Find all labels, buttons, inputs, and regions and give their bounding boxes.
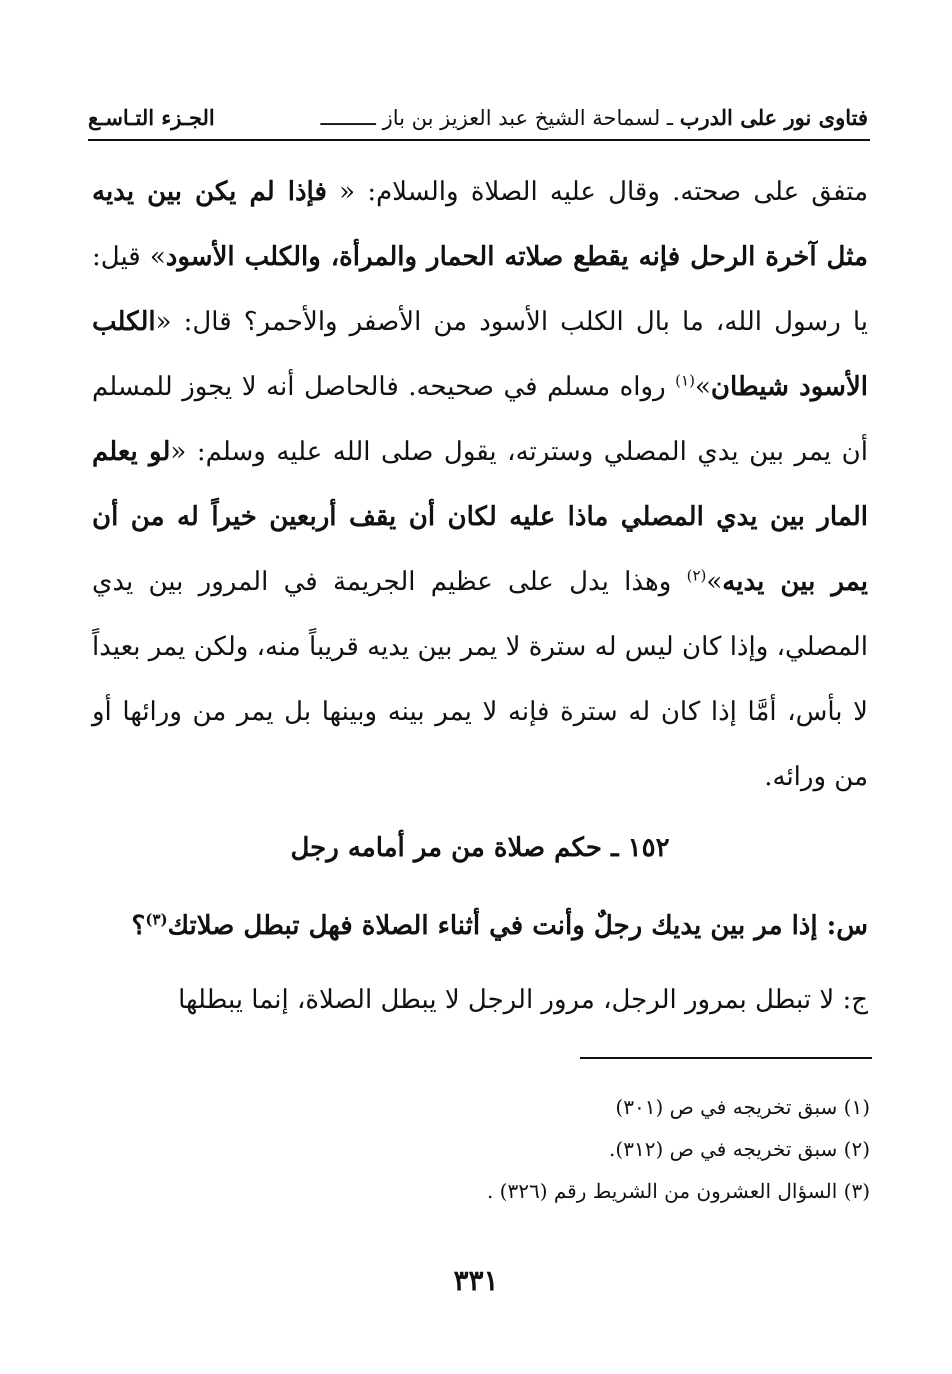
header-title-line	[321, 100, 868, 136]
page-number: ٣٣١	[453, 1264, 499, 1297]
header-rule	[88, 139, 870, 141]
answer: ج: لا تبطل بمرور الرجل، مرور الرجل لا يبطل الصلاة، إنما يبطلها	[178, 985, 868, 1015]
body-text-2: » قيل: يا رسول الله، ما بال الكلب الأسود من الأصفر والأحمر؟ قال: «	[92, 242, 869, 337]
footnote-1: (١) سبق تخريجه في ص (٣٠١)	[615, 1095, 870, 1119]
question-mark: ؟	[131, 911, 146, 941]
footnote-marker-3: (٣)	[145, 910, 168, 929]
quote-close-1: »	[694, 372, 711, 402]
body-text-4: وهذا يدل على عظيم الجريمة في المرور بين يدي المصلي، وإذا كان ليس له سترة لا يمر بين يديه قريباً منه، ولكن يمر بعيداً لا بأس، أمَّا إذا كان له سترة فإنه لا يمر بينه وبينها بل يمر من ورائها أو من ورائه.	[92, 567, 868, 792]
running-header	[88, 100, 868, 136]
footnote-rule	[580, 1057, 872, 1059]
body-paragraph	[92, 160, 868, 810]
volume-label: الجـزء التـاسـع	[88, 105, 215, 130]
question	[92, 895, 868, 957]
book-title: فتاوى نور على الدرب	[679, 105, 868, 130]
footnotes	[170, 1086, 870, 1212]
question-text: س: إذا مر بين يديك رجلٌ وأنت في أثناء الصلاة فهل تبطل صلاتك	[167, 911, 868, 941]
footnote-2: (٢) سبق تخريجه في ص (٣١٢).	[609, 1137, 870, 1161]
body-text-3: رواه مسلم في صحيحه. فالحاصل أنه لا يجوز للمسلم أن يمر بين يدي المصلي وسترته، يقول صلى الله عليه وسلم: «	[92, 372, 868, 467]
body-text-1: متفق على صحته. وقال عليه الصلاة والسلام: «	[326, 177, 868, 207]
quote-close-2: »	[706, 567, 723, 597]
section-heading: ١٥٢ ـ حكم صلاة من مر أمامه رجل	[290, 833, 670, 863]
hadith-quote-2: الكلب الأسود شيطان	[92, 307, 869, 402]
hadith-quote-3: لو يعلم المار بين يدي المصلي ماذا عليه لكان أن يقف أربعين خيراً له من أن يمر بين يديه	[92, 437, 868, 597]
hadith-quote-1: فإذا لم يكن بين يديه مثل آخرة الرحل فإنه يقطع صلاته الحمار والمرأة، والكلب الأسود	[92, 177, 868, 272]
footnote-3: (٣) السؤال العشرون من الشريط رقم (٣٢٦) .	[486, 1179, 870, 1203]
footnote-marker-1: (١)	[675, 371, 695, 390]
author-line: ـ لسماحة الشيخ عبد العزيز بن باز ـــــــــ	[320, 106, 680, 130]
footnote-marker-2: (٢)	[686, 566, 707, 585]
